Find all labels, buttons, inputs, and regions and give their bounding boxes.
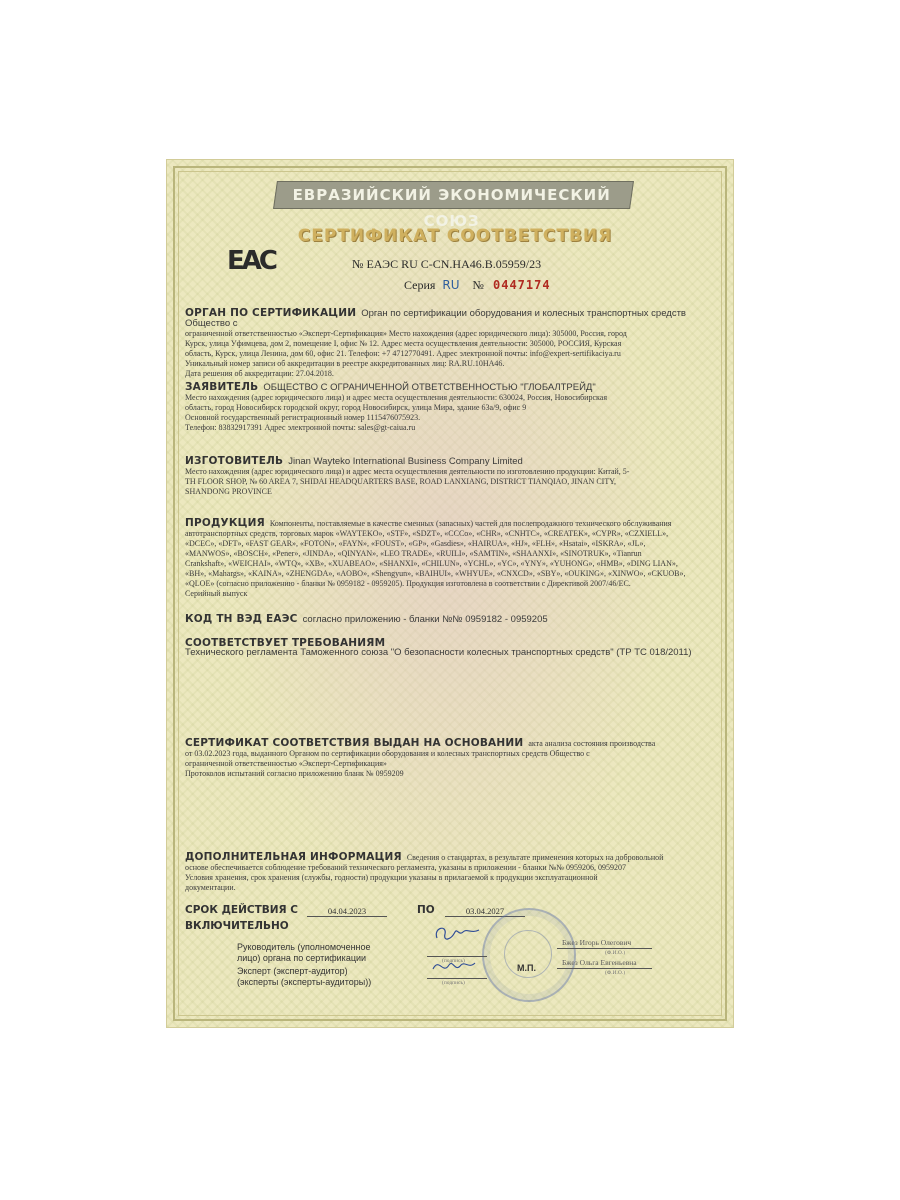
section-heading: СООТВЕТСТВУЕТ ТРЕБОВАНИЯМ — [185, 637, 386, 649]
section-heading: СЕРТИФИКАТ СООТВЕТСТВИЯ ВЫДАН НА ОСНОВАНИИ — [185, 737, 524, 749]
section-line: Серийный выпуск — [185, 589, 248, 598]
head-label-line: Руководитель (уполномоченное — [237, 942, 371, 952]
stamp-seal-icon — [482, 908, 576, 1002]
certificate-title: СЕРТИФИКАТ СООТВЕТСТВИЯ — [297, 226, 613, 246]
section-line: Телефон: 83832917391 Адрес электронной почты: sales@gt-caiua.ru — [185, 423, 416, 432]
section-lead: акта анализа состояния производства — [528, 739, 656, 748]
head-label-line: лицо) органа по сертификации — [237, 953, 367, 963]
validity-inclusive: ВКЛЮЧИТЕЛЬНО — [185, 920, 289, 932]
section-line: SHANDONG PROVINCE — [185, 487, 272, 496]
expert-name: Бжез Ольга Евгеньевна — [562, 958, 637, 967]
validity-to-date: 03.04.2027 — [445, 906, 525, 917]
section-lead: Jinan Wayteko International Business Company Limited — [288, 456, 523, 467]
section-heading: ЗАЯВИТЕЛЬ — [185, 381, 259, 393]
head-signature-icon — [429, 920, 489, 950]
blank-number-label: № — [472, 278, 484, 292]
section-lead: Компоненты, поставляемые в качестве сменных (запасных) частей для послепродажного технического обслуживания — [269, 519, 672, 528]
series-value: RU — [442, 278, 460, 292]
seal-place-label: М.П. — [517, 963, 536, 973]
section-lead: Сведения о стандартах, в результате применения которых на добровольной — [406, 853, 664, 862]
head-name: Бжез Игорь Олегович — [562, 938, 632, 947]
head-signatory-label — [237, 942, 371, 964]
section-line: «BH», «Mahargs», «KAINA», «ZHENGDA», «AOBO», «Shengyun», «BAIHUI», «WHYUE», «CNXCD», «SBY», «OUKING», «XINWO», «CKUOB», — [185, 569, 686, 578]
expert-label-line: (эксперты (эксперты-аудиторы)) — [237, 977, 372, 987]
section-value: согласно приложению - бланки №№ 0959182 - 0959205 — [302, 614, 548, 625]
section-applicant — [185, 382, 715, 433]
section-line: Место нахождения (адрес юридического лица) и адрес места осуществления деятельности по изготовлению продукции: Китай, 5- — [185, 467, 630, 476]
section-line: ограниченной ответственностью «Эксперт-Сертификация» Место нахождения (адрес юридического лица): 305000, Россия, город — [185, 329, 627, 338]
section-product — [185, 518, 715, 599]
validity-from-label: СРОК ДЕЙСТВИЯ С — [185, 904, 298, 916]
expert-signatory-label — [237, 966, 371, 988]
signature-hint: (подпись) — [442, 980, 465, 986]
section-manufacturer — [185, 456, 715, 497]
section-heading: ОРГАН ПО СЕРТИФИКАЦИИ — [185, 307, 357, 319]
section-line: область, Курск, улица Ленина, дом 60, офис 21. Телефон: +7 4712770491. Адрес электронной почты: info@expert-sertifikaciya.ru — [185, 349, 621, 358]
blank-number: 0447174 — [493, 278, 551, 292]
section-lead: Орган по сертификации оборудования и колесных транспортных средств Общество с — [185, 308, 686, 329]
section-conforms — [185, 638, 715, 658]
section-line: Условия хранения, срок хранения (службы, годности) продукции указаны в прилагаемой к продукции эксплуатационной — [185, 873, 598, 882]
section-line: от 03.02.2023 года, выданного Органом по сертификации оборудования и колесных транспортных средств Общество с — [185, 749, 590, 758]
section-heading: ПРОДУКЦИЯ — [185, 517, 265, 529]
fio-hint: (Ф.И.О.) — [605, 970, 626, 976]
signature-hint: (подпись) — [442, 958, 465, 964]
section-line: «DCEC», «DFT», «FAST GEAR», «FOTON», «FAYN», «FOUST», «GP», «Gasdies», «HAIRUA», «HJ», «FLH», «Hsatai», «ISKRA», «JL», — [185, 539, 646, 548]
section-line: Crankshaft», «WEICHAI», «WTQ», «XB», «XUABEAO», «SHANXI», «CHILUN», «YCHL», «YC», «YNY», «YUHONG», «HMB», «DING LIAN», — [185, 559, 678, 568]
expert-signature-icon — [429, 955, 479, 977]
section-heading: ДОПОЛНИТЕЛЬНАЯ ИНФОРМАЦИЯ — [185, 851, 402, 863]
section-line: «MANWOS», «BOSCH», «Pener», «JINDA», «QINYAN», «LEO TRADE», «RUILI», «SAMTIN», «SHAANXI», «SINOTRUK», «Tianrun — [185, 549, 642, 558]
expert-label-line: Эксперт (эксперт-аудитор) — [237, 966, 348, 976]
series-label: Серия — [404, 278, 436, 292]
union-banner — [273, 181, 634, 230]
section-line: документации. — [185, 883, 236, 892]
section-line: Основной государственный регистрационный номер 1115476075923. — [185, 413, 421, 422]
head-name-line — [557, 948, 652, 949]
section-line: Курск, улица Уфимцева, дом 2, помещение I, офис № 12. Адрес места осуществления деятельности: 305000, РОССИЯ, Курская — [185, 339, 622, 348]
section-line: Место нахождения (адрес юридического лица) и адрес места осуществления деятельности: 630024, Россия, Новосибирская — [185, 393, 607, 402]
section-line: автотранспортных средств, торговых марок «WAYTEKO», «STF», «SDZT», «CCCo», «CHR», «CNHTC», «CREATEK», «CYPR», «CZXIELL», — [185, 529, 669, 538]
validity-to-label: ПО — [417, 904, 435, 916]
certificate-sheet — [167, 160, 733, 1027]
expert-name-line — [557, 968, 652, 969]
section-lead: ОБЩЕСТВО С ОГРАНИЧЕННОЙ ОТВЕТСТВЕННОСТЬЮ "ГЛОБАЛТРЕЙД" — [263, 382, 596, 393]
section-additional-info — [185, 852, 715, 893]
section-value: Технического регламента Таможенного союза "О безопасности колесных транспортных средств" (ТР ТС 018/2011) — [185, 647, 692, 658]
section-heading: ИЗГОТОВИТЕЛЬ — [185, 455, 284, 467]
section-line: TH FLOOR SHOP, № 60 AREA 7, SHIDAI HEADQUARTERS BASE, ROAD LANXIANG, DISTRICT TIANQIAO, JINAN CITY, — [185, 477, 616, 486]
fio-hint: (Ф.И.О.) — [605, 950, 626, 956]
section-heading: КОД ТН ВЭД ЕАЭС — [185, 613, 298, 625]
section-line: ограниченной ответственностью «Эксперт-Сертификация» — [185, 759, 387, 768]
validity-from-date: 04.04.2023 — [307, 906, 387, 917]
section-basis — [185, 738, 715, 779]
eac-logo-icon: ЕАС — [227, 246, 275, 276]
section-line: область, город Новосибирск городской округ, город Новосибирск, улица Мира, здание 63а/9, офис 9 — [185, 403, 527, 412]
section-line: Дата решения об аккредитации: 27.04.2018. — [185, 369, 334, 378]
section-certification-body — [185, 308, 715, 379]
section-line: Уникальный номер записи об аккредитации в реестре аккредитованных лиц: RA.RU.10НА46. — [185, 359, 505, 368]
section-line: Протоколов испытаний согласно приложению бланк № 0959209 — [185, 769, 404, 778]
expert-signature-line — [427, 978, 487, 979]
section-line: основе обеспечивается соблюдение требований технического регламента, указаны в приложении - бланки №№ 0959206, 0959207 — [185, 863, 626, 872]
section-tn-ved — [185, 614, 715, 625]
registration-number: № ЕАЭС RU С-CN.НА46.В.05959/23 — [352, 257, 542, 271]
section-line: «QLOE» (согласно приложению - бланки № 0959182 - 0959205). Продукция изготовлена в соответствии с Директивой 2007/46/ЕС. — [185, 579, 631, 588]
series-line — [404, 278, 551, 293]
union-name: ЕВРАЗИЙСКИЙ ЭКОНОМИЧЕСКИЙ СОЮЗ — [292, 186, 611, 230]
